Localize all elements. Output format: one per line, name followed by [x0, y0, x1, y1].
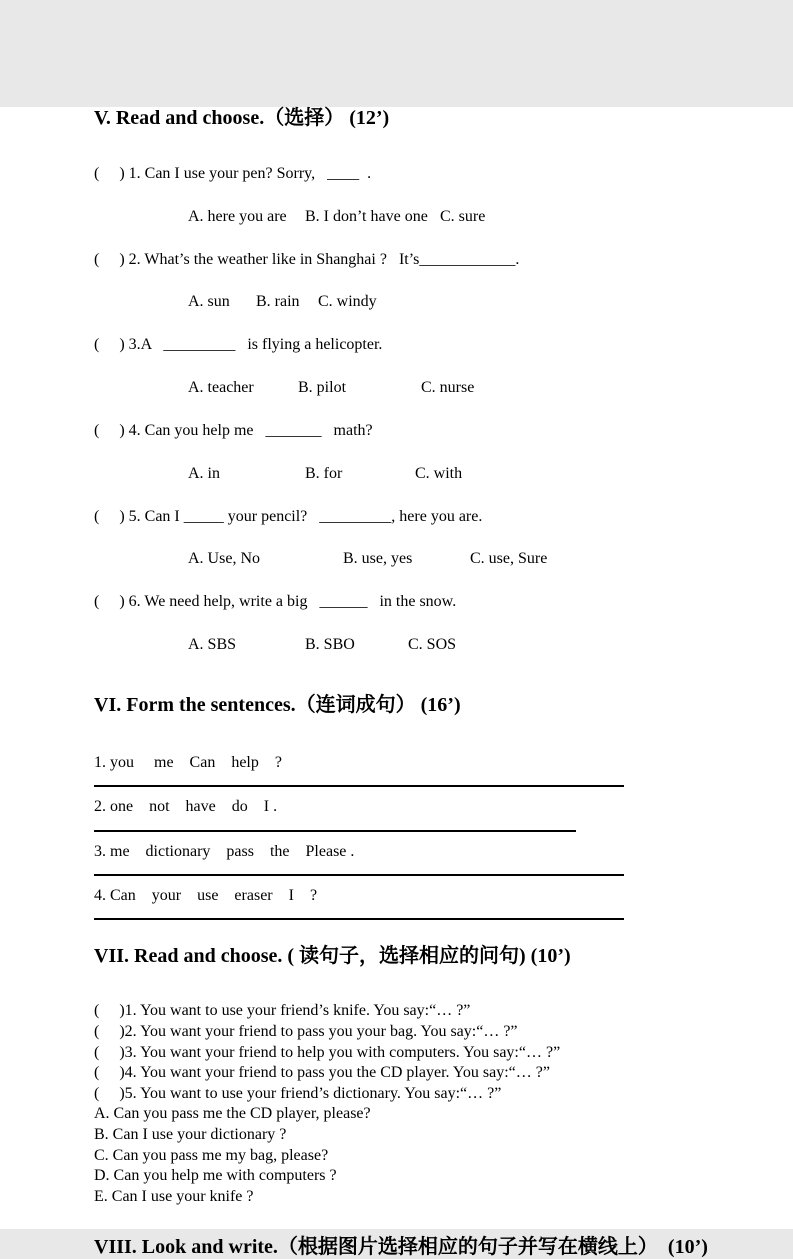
scrambled-words: 1. you me Can help ? [94, 753, 282, 771]
rearrange-item [94, 885, 753, 920]
choice-question [94, 506, 753, 592]
option-b: B. use, yes [343, 550, 413, 568]
choice-line: C. Can you pass me my bag, please? [94, 1146, 329, 1164]
section-vi-heading: VI. Form the sentences.（连词成句） (16’) [94, 693, 461, 716]
options-row [94, 613, 753, 677]
section-vii-choices [94, 1104, 753, 1207]
option-c: C. sure [440, 207, 486, 225]
option-a: A. sun [188, 293, 230, 311]
option-a: A. here you are [188, 207, 287, 225]
option-a: A. SBS [188, 635, 237, 653]
section-v-heading: V. Read and choose.（选择） (12’) [94, 107, 390, 129]
situation-line: ( )5. You want to use your friend’s dictionary. You say:“… ?” [94, 1084, 502, 1102]
situation-line: ( )2. You want your friend to pass you your bag. You say:“… ?” [94, 1022, 518, 1040]
section-viii [94, 1236, 753, 1259]
options-row [94, 356, 753, 420]
section-viii-heading: VIII. Look and write.（根据图片选择相应的句子并写在横线上） (10’) [94, 1236, 708, 1259]
options-row [94, 441, 753, 505]
option-b: B. rain [256, 293, 300, 311]
option-a: A. teacher [188, 379, 254, 397]
question-text: ( ) 1. Can I use your pen? Sorry, ____ . [94, 165, 372, 182]
choice-question [94, 163, 753, 249]
section-vi-items [94, 752, 753, 921]
choice-line: B. Can I use your dictionary ? [94, 1125, 287, 1143]
option-c: C. windy [318, 293, 377, 311]
choice-question [94, 249, 753, 335]
section-vii [94, 945, 753, 1207]
answer-blank-line [94, 906, 624, 920]
situation-line: ( )4. You want your friend to pass you the CD player. You say:“… ?” [94, 1064, 550, 1082]
option-b: B. I don’t have one [305, 207, 428, 225]
choice-line: E. Can I use your knife ? [94, 1187, 254, 1205]
option-c: C. use, Sure [470, 550, 548, 568]
section-vii-heading: VII. Read and choose. ( 读句子，选择相应的问句) (10’) [94, 945, 571, 968]
section-vi [94, 694, 753, 921]
option-a: A. Use, No [188, 550, 260, 568]
rearrange-item [94, 796, 753, 831]
situation-line: ( )3. You want your friend to help you with computers. You say:“… ?” [94, 1043, 561, 1061]
option-c: C. with [415, 464, 463, 482]
options-row [94, 184, 753, 248]
option-a: A. in [188, 464, 220, 482]
choice-question [94, 334, 753, 420]
situation-line: ( )1. You want to use your friend’s knife. You say:“… ?” [94, 1002, 471, 1020]
choice-line: D. Can you help me with computers ? [94, 1167, 337, 1185]
choice-line: A. Can you pass me the CD player, please? [94, 1105, 371, 1123]
scrambled-words: 4. Can your use eraser I ? [94, 886, 318, 904]
choice-question [94, 420, 753, 506]
scrambled-words: 2. one not have do I . [94, 798, 278, 816]
section-v [94, 107, 753, 677]
option-c: C. SOS [408, 635, 457, 653]
rearrange-item [94, 752, 753, 787]
option-b: B. pilot [298, 379, 347, 397]
choice-question [94, 591, 753, 677]
options-row [94, 527, 753, 591]
question-text: ( ) 4. Can you help me _______ math? [94, 421, 373, 439]
option-b: B. SBO [305, 635, 355, 653]
options-row [94, 270, 753, 334]
option-c: C. nurse [421, 379, 475, 397]
rearrange-item [94, 841, 753, 876]
question-text: ( ) 2. What’s the weather like in Shanghai ? It’s____________. [94, 250, 520, 268]
question-text: ( ) 6. We need help, write a big ______ in the snow. [94, 593, 457, 611]
answer-blank-line [94, 862, 624, 876]
section-vii-situations [94, 1001, 753, 1104]
question-text: ( ) 3.A _________ is flying a helicopter. [94, 336, 383, 354]
section-v-questions [94, 163, 753, 677]
option-b: B. for [305, 464, 343, 482]
question-text: ( ) 5. Can I _____ your pencil? _________, here you are. [94, 507, 483, 525]
answer-blank-line [94, 818, 576, 832]
scrambled-words: 3. me dictionary pass the Please . [94, 842, 355, 860]
answer-blank-line [94, 773, 624, 787]
exam-paper-page [0, 107, 793, 1259]
